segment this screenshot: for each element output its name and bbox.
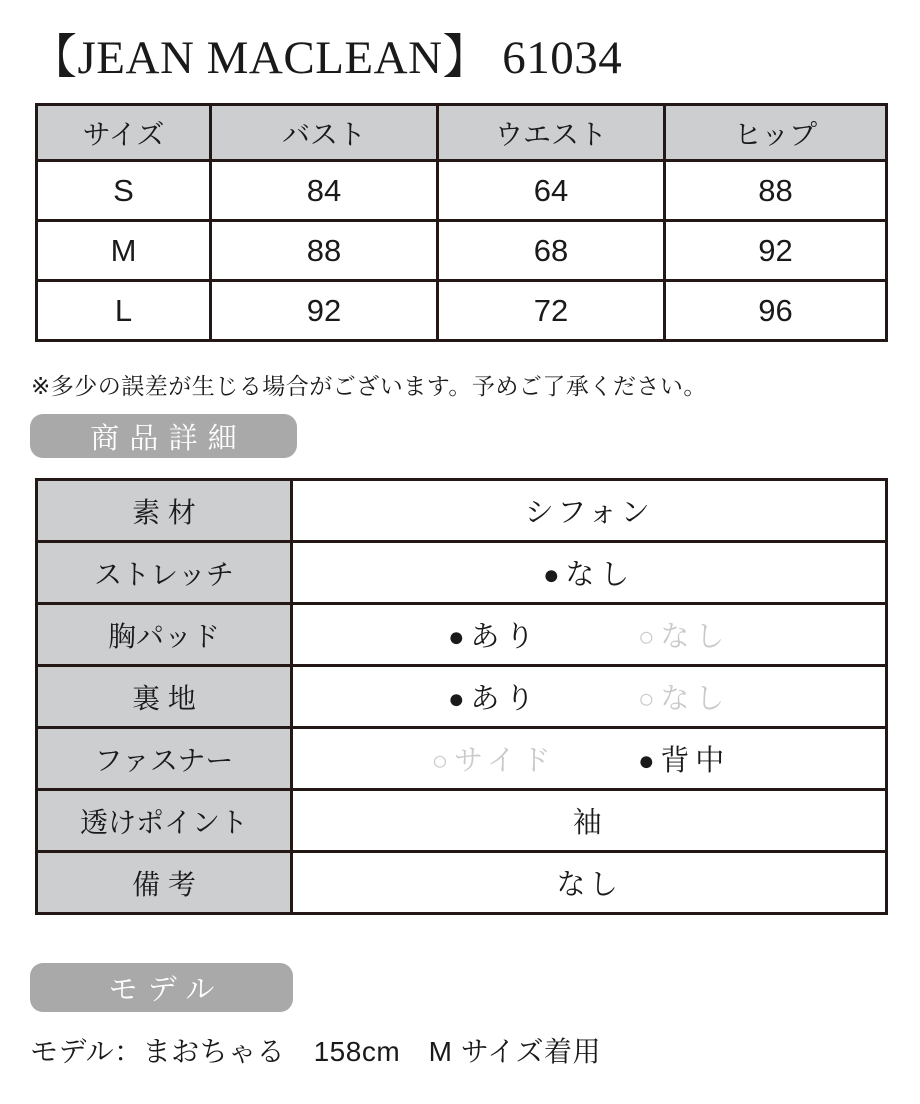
details-value: シフォン (292, 480, 887, 542)
option-label: あり (470, 683, 541, 715)
option-pad-no (589, 614, 779, 655)
details-row-chest-pad (37, 604, 887, 666)
waist-value: 64 (438, 161, 665, 221)
option-label: なし (660, 683, 731, 715)
bust-value: 92 (211, 281, 438, 341)
size-table (35, 103, 888, 342)
hip-value: 92 (665, 221, 887, 281)
filled-circle-icon: ● (447, 683, 471, 714)
size-disclaimer-note: ※多少の誤差が生じる場合がございます。予めご了承ください。 (31, 373, 707, 399)
details-label: 裏 地 (37, 666, 292, 728)
filled-circle-icon: ● (637, 745, 661, 776)
filled-circle-icon: ● (447, 621, 471, 652)
hip-column-header: ヒップ (665, 105, 887, 161)
product-details-table (35, 478, 888, 915)
size-label: M (37, 221, 211, 281)
details-label: 備 考 (37, 852, 292, 914)
hip-value: 96 (665, 281, 887, 341)
outline-circle-icon: ○ (431, 745, 455, 776)
size-row-m (37, 221, 887, 281)
option-lining-yes (399, 676, 589, 717)
details-label: ストレッチ (37, 542, 292, 604)
details-row-lining (37, 666, 887, 728)
bust-column-header: バスト (211, 105, 438, 161)
size-column-header: サイズ (37, 105, 211, 161)
details-label: 透けポイント (37, 790, 292, 852)
size-label: L (37, 281, 211, 341)
details-label: 素 材 (37, 480, 292, 542)
details-row-sheer-point (37, 790, 887, 852)
waist-column-header: ウエスト (438, 105, 665, 161)
option-label: サイド (454, 745, 557, 777)
option-label: 背中 (660, 745, 731, 777)
option-zipper-side (399, 738, 589, 779)
option-pad-yes (399, 614, 589, 655)
option-stretch-none (494, 552, 684, 593)
details-label: ファスナー (37, 728, 292, 790)
details-value: なし (292, 852, 887, 914)
bust-value: 88 (211, 221, 438, 281)
filled-circle-icon: ● (542, 559, 566, 590)
option-zipper-back (589, 738, 779, 779)
waist-value: 72 (438, 281, 665, 341)
details-row-stretch (37, 542, 887, 604)
section-heading-model: モデル (30, 963, 293, 1012)
option-lining-no (589, 676, 779, 717)
section-heading-product-details: 商品詳細 (30, 414, 297, 458)
details-row-remarks (37, 852, 887, 914)
outline-circle-icon: ○ (637, 621, 661, 652)
waist-value: 68 (438, 221, 665, 281)
option-label: なし (660, 621, 731, 653)
details-row-zipper (37, 728, 887, 790)
size-label: S (37, 161, 211, 221)
model-info-text: モデル：まおちゃる 158cm M サイズ着用 (30, 1036, 602, 1067)
details-label: 胸パッド (37, 604, 292, 666)
bust-value: 84 (211, 161, 438, 221)
hip-value: 88 (665, 161, 887, 221)
details-row-material (37, 480, 887, 542)
details-value: 袖 (292, 790, 887, 852)
outline-circle-icon: ○ (637, 683, 661, 714)
size-row-s (37, 161, 887, 221)
option-label: なし (565, 559, 636, 591)
size-table-header-row (37, 105, 887, 161)
option-label: あり (470, 621, 541, 653)
size-row-l (37, 281, 887, 341)
page-title: 【JEAN MACLEAN】 61034 (30, 32, 623, 84)
